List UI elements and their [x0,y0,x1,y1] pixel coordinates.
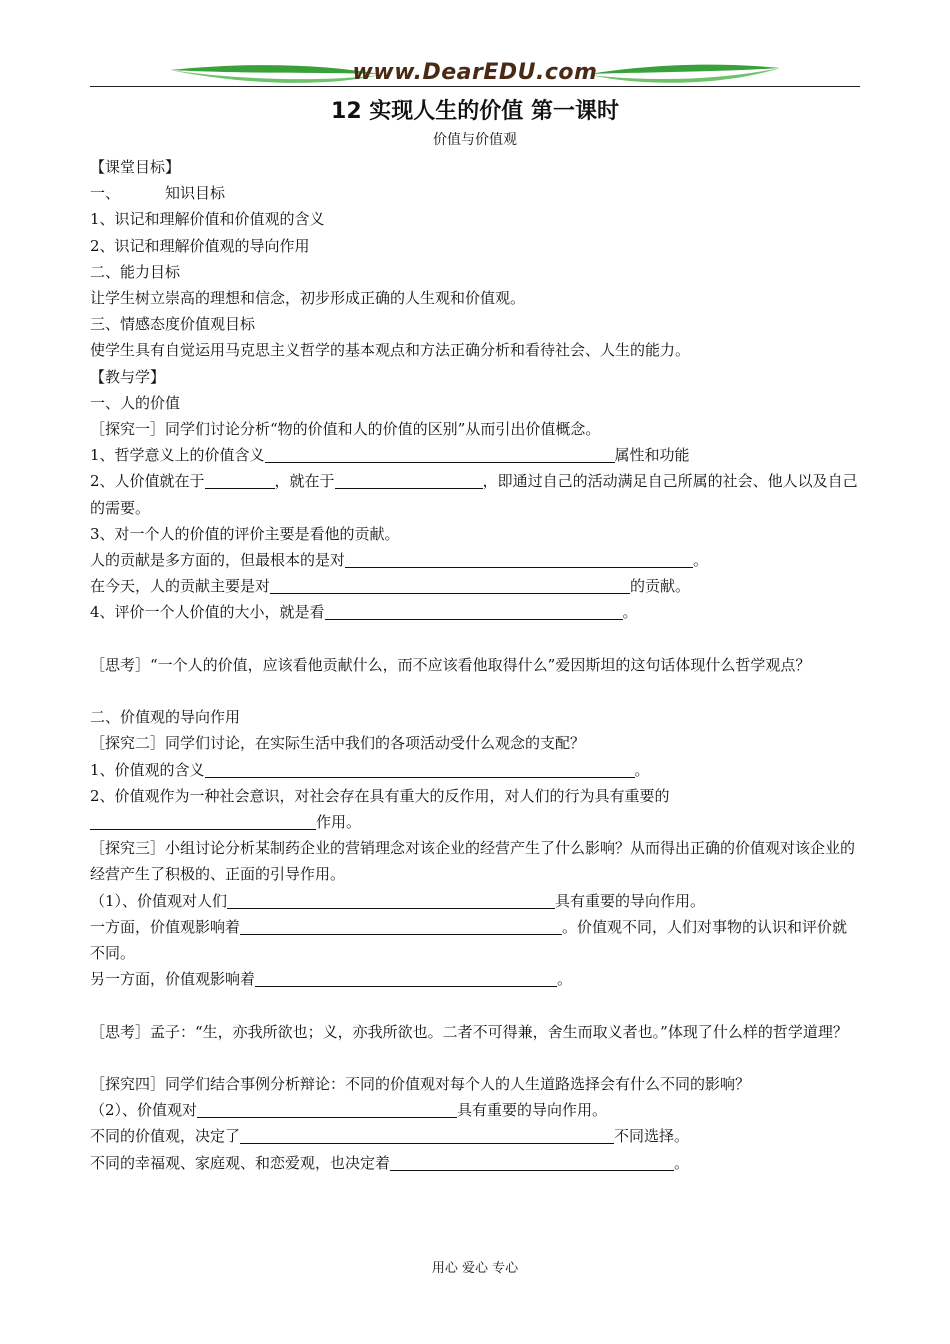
page-footer: 用心 爱心 专心 [431,1261,519,1276]
fill-line: 一方面，价值观影响着 。价值观不同，人们对事物的认识和评价就不同。 [90,917,848,963]
text-line: ［思考］“一个人的价值，应该看他贡献什么，而不应该看他取得什么”爱因斯坦的这句话体现什么哲学观点？ [90,655,811,674]
section-heading: 【课堂目标】 [90,158,181,176]
answer-blank[interactable] [227,892,555,909]
text-line: 一、 知识目标 [90,184,226,203]
text-line: 2、识记和理解价值观的导向作用 [90,236,310,255]
site-logo: www.DearEDU.com [352,60,598,85]
fill-line: 2、人价值就在于 ，就在于 ，即通过自己的活动满足自己所属的社会、他人以及自己的需要。 [90,472,858,517]
text-line: ［探究一］同学们讨论分析“物的价值和人的价值的区别”从而引出价值概念。 [90,420,601,439]
fill-line: 作用。 [90,809,862,835]
fill-line: 1、哲学意义上的价值含义 属性和功能 [90,446,690,465]
answer-blank[interactable] [205,761,635,778]
fill-line: （2）、价值观对 具有重要的导向作用。 [90,1101,608,1120]
fill-line: 4、评价一个人价值的大小，就是看 。 [90,603,638,622]
fill-line: 1、价值观的含义 。 [90,760,650,779]
fill-line: （1）、价值观对人们 具有重要的导向作用。 [90,891,706,910]
text-line: 使学生具有自觉运用马克思主义哲学的基本观点和方法正确分析和看待社会、人生的能力。 [90,341,691,360]
answer-blank[interactable] [205,472,275,489]
answer-blank[interactable] [325,603,623,620]
section-heading: 【教与学】 [90,367,166,386]
fill-line: 不同的价值观，决定了 不同选择。 [90,1127,690,1146]
answer-blank[interactable] [390,1154,674,1171]
answer-blank[interactable] [240,1127,614,1144]
text-line: 1、识记和理解价值和价值观的含义 [90,210,325,229]
fill-line: 不同的幸福观、家庭观、和恋爱观，也决定着 。 [90,1153,690,1172]
header-rule [90,86,860,87]
answer-blank[interactable] [197,1101,457,1118]
answer-blank[interactable] [265,446,615,463]
answer-blank[interactable] [270,577,630,594]
fill-line: 另一方面，价值观影响着 。 [90,970,573,989]
fill-line: 在今天，人的贡献主要是对 的贡献。 [90,577,691,596]
answer-blank[interactable] [255,970,557,987]
fill-line: 人的贡献是多方面的，但最根本的是对 。 [90,551,709,570]
answer-blank[interactable] [240,918,562,935]
text-line: 3、对一个人的价值的评价主要是看他的贡献。 [90,524,400,543]
text-line: 2、价值观作为一种社会意识，对社会存在具有重大的反作用，对人们的行为具有重要的 [90,786,670,805]
page-title: 12 实现人生的价值 第一课时 [331,99,619,124]
text-line: 二、价值观的导向作用 [90,708,241,727]
page-subtitle: 价值与价值观 [433,132,517,148]
text-line: 让学生树立崇高的理想和信念，初步形成正确的人生观和价值观。 [90,289,526,308]
answer-blank[interactable] [345,551,693,568]
text-line: 一、人的价值 [90,393,181,412]
answer-blank[interactable] [90,813,316,830]
text-line: 二、能力目标 [90,262,181,281]
answer-blank[interactable] [335,472,483,489]
text-line: ［探究四］同学们结合事例分析辩论：不同的价值观对每个人的人生道路选择会有什么不同的影响？ [90,1075,751,1094]
document-body [90,154,862,1176]
text-line: ［探究三］小组讨论分析某制药企业的营销理念对该企业的经营产生了什么影响？从而得出正确的价值观对该企业的经营产生了积极的、正面的引导作用。 [90,839,856,884]
text-line: 三、情感态度价值观目标 [90,315,256,334]
text-line: ［思考］孟子：“生，亦我所欲也；义，亦我所欲也。二者不可得兼，舍生而取义者也。”体现了什么样的哲学道理？ [90,1022,848,1041]
text-line: ［探究二］同学们讨论，在实际生活中我们的各项活动受什么观念的支配？ [90,734,586,753]
